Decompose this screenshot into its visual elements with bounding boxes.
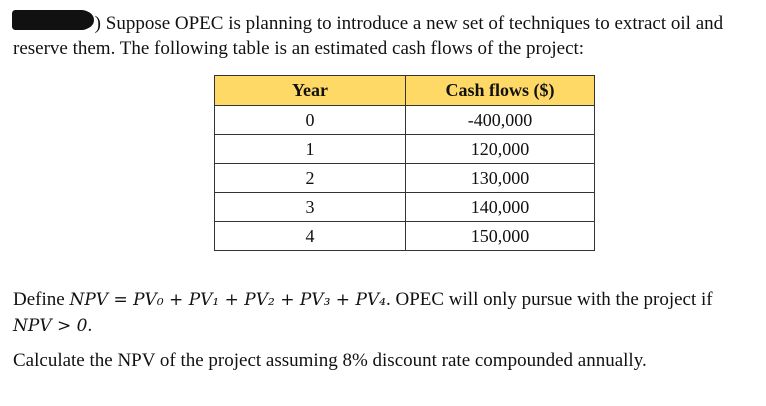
cash-cell: -400,000 (406, 106, 595, 135)
condition-end: . (87, 315, 93, 336)
cash-flow-table (214, 75, 595, 251)
year-cell: 0 (215, 106, 406, 135)
instruction-text: Calculate the NPV of the project assuming 8% discount rate compounded annually. (13, 350, 647, 371)
year-cell: 4 (215, 222, 406, 251)
formula-equals: = (108, 290, 134, 310)
formula-lhs: NPV (69, 290, 109, 310)
cash-cell: 140,000 (406, 193, 595, 222)
definition-after: . OPEC will only pursue with the project if (385, 289, 713, 310)
year-cell: 2 (215, 164, 406, 193)
question-number-prefix: ) (94, 13, 101, 34)
cash-cell: 120,000 (406, 135, 595, 164)
npv-condition: NPV > 0 (13, 316, 88, 336)
cash-cell: 130,000 (406, 164, 595, 193)
cash-cell: 150,000 (406, 222, 595, 251)
year-header: Year (215, 76, 406, 106)
definition-lead: Define (13, 289, 65, 310)
intro-text: Suppose OPEC is planning to introduce a new set of techniques to extract oil and reserve them. The following table is an estimated cash flows of the project: (13, 13, 724, 59)
question-intro (13, 11, 758, 61)
table-row (215, 164, 595, 193)
year-cell: 3 (215, 193, 406, 222)
table-row (215, 106, 595, 135)
table-row (215, 222, 595, 251)
table-header-row (215, 76, 595, 106)
npv-definition (13, 287, 758, 339)
table-row (215, 135, 595, 164)
table-row (215, 193, 595, 222)
cash-flows-header: Cash flows ($) (406, 76, 595, 106)
formula-rhs: PV₀ + PV₁ + PV₂ + PV₃ + PV₄ (133, 290, 386, 310)
year-cell: 1 (215, 135, 406, 164)
